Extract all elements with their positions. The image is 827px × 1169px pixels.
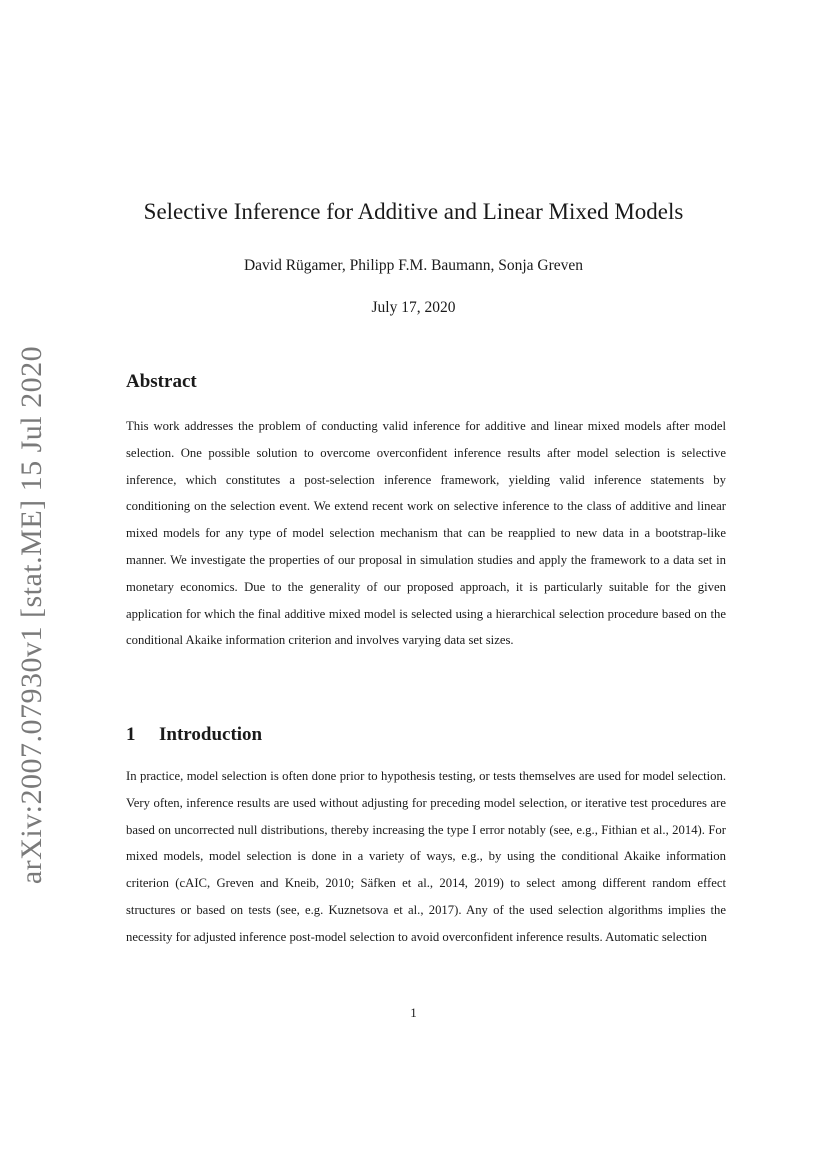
introduction-text: In practice, model selection is often done prior to hypothesis testing, or tests themselves are used for model selection. Very often, inference results are used without adjusting for preceding model selection, or iterative test procedures are based on uncorrected null distributions, thereby increasing the type I error notably (see, e.g., Fithian et al., 2014). For mixed models, model selection is done in a variety of ways, e.g., by using the conditional Akaike information criterion (cAIC, Greven and Kneib, 2010; Säfken et al., 2014, 2019) to select among different random effect structures or based on tests (see, e.g. Kuznetsova et al., 2017). Any of the used selection algorithms implies the necessity for adjusted inference post-model selection to avoid overconfident inference results. Automatic selection xyxy=(126,769,726,944)
paper-authors: David Rügamer, Philipp F.M. Baumann, Sonja Greven xyxy=(243,257,584,274)
section-number: 1 xyxy=(126,724,136,745)
abstract-text: This work addresses the problem of conducting valid inference for additive and linear mixed models after model selection. One possible solution to overcome overconfident inference results after model selection is selective inference, which constitutes a post-selection inference framework, yielding valid inference statements by conditioning on the selection event. We extend recent work on selective inference to the class of additive and linear mixed models for any type of model selection mechanism that can be reapplied to new data in a bootstrap-like manner. We investigate the properties of our proposal in simulation studies and apply the framework to a data set in monetary economics. Due to the generality of our proposed approach, it is particularly suitable for the given application for which the final additive mixed model is selected using a hierarchical selection procedure based on the conditional Akaike information criterion and involves varying data set sizes. xyxy=(126,419,726,648)
page-number: 1 xyxy=(410,1005,417,1020)
arxiv-identifier: arXiv:2007.07930v1 [stat.ME] 15 Jul 2020 xyxy=(15,345,48,885)
section-title: Introduction xyxy=(159,724,263,745)
abstract-heading: Abstract xyxy=(126,371,197,392)
paper-date: July 17, 2020 xyxy=(371,299,456,316)
paper-title: Selective Inference for Additive and Linear Mixed Models xyxy=(143,199,684,224)
section-heading-introduction xyxy=(126,722,262,748)
